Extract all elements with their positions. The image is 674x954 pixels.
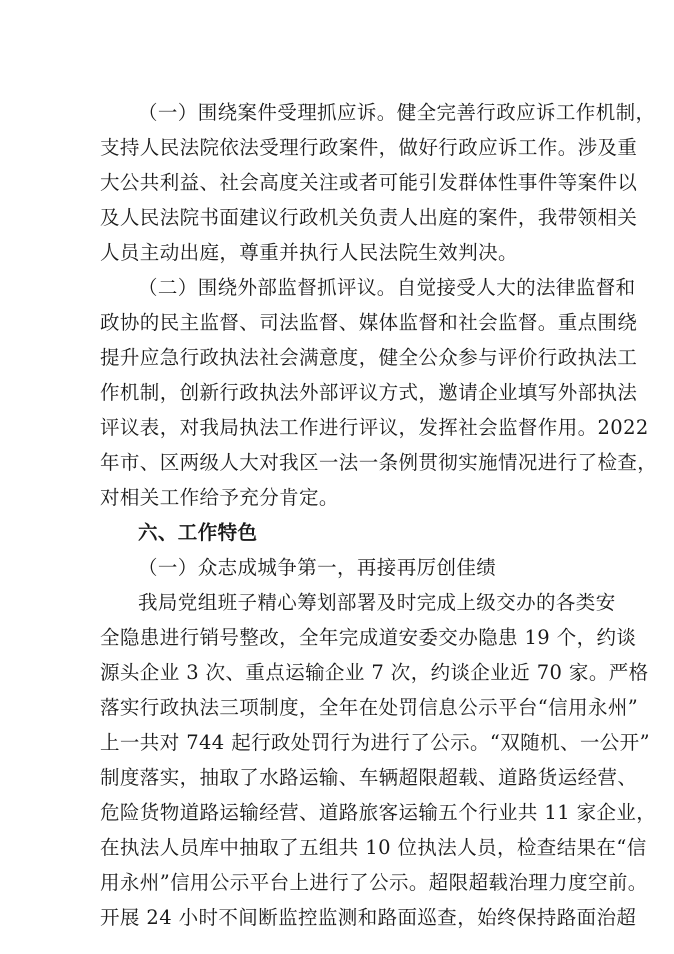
paragraph-line: 上一共对 744 起行政处罚行为进行了公示。“双随机、一公开” <box>100 731 650 754</box>
subsection-heading: （一）众志成城争第一，再接再厉创佳绩 <box>138 556 497 579</box>
paragraph-line: 开展 24 小时不间断监控监测和路面巡查，始终保持路面治超 <box>100 906 637 929</box>
paragraph-line: 提升应急行政执法社会满意度，健全公众参与评价行政执法工 <box>100 346 638 369</box>
paragraph-line: 全隐患进行销号整改，全年完成道安委交办隐患 19 个，约谈 <box>100 626 637 649</box>
paragraph-line: 落实行政执法三项制度，全年在处罚信息公示平台“信用永州” <box>100 696 639 719</box>
paragraph-line: 政协的民主监督、司法监督、媒体监督和社会监督。重点围绕 <box>100 311 638 334</box>
paragraph-line: 人员主动出庭，尊重并执行人民法院生效判决。 <box>100 241 518 264</box>
paragraph-line: 作机制，创新行政执法外部评议方式，邀请企业填写外部执法 <box>100 381 638 404</box>
paragraph-line: （二）围绕外部监督抓评议。自觉接受人大的法律监督和 <box>138 276 636 299</box>
paragraph-line: 我局党组班子精心筹划部署及时完成上级交办的各类安 <box>138 591 616 614</box>
paragraph-line: 制度落实，抽取了水路运输、车辆超限超载、道路货运经营、 <box>100 766 638 789</box>
paragraph-line: 及人民法院书面建议行政机关负责人出庭的案件，我带领相关 <box>100 206 638 229</box>
paragraph-line: 支持人民法院依法受理行政案件，做好行政应诉工作。涉及重 <box>100 136 638 159</box>
paragraph-line: 在执法人员库中抽取了五组共 10 位执法人员，检查结果在“信 <box>100 836 647 859</box>
section-heading: 六、工作特色 <box>138 521 258 544</box>
paragraph-line: 用永州”信用公示平台上进行了公示。超限超载治理力度空前。 <box>100 871 648 894</box>
paragraph-line: 大公共利益、社会高度关注或者可能引发群体性事件等案件以 <box>100 171 638 194</box>
paragraph-line: 评议表，对我局执法工作进行评议，发挥社会监督作用。2022 <box>100 416 649 439</box>
paragraph-line: 年市、区两级人大对我区一法一条例贯彻实施情况进行了检查， <box>100 451 658 474</box>
paragraph-line: （一）围绕案件受理抓应诉。健全完善行政应诉工作机制， <box>138 101 656 124</box>
paragraph-line: 对相关工作给予充分肯定。 <box>100 486 339 509</box>
paragraph-line: 源头企业 3 次、重点运输企业 7 次，约谈企业近 70 家。严格 <box>100 661 649 684</box>
paragraph-line: 危险货物道路运输经营、道路旅客运输五个行业共 11 家企业， <box>100 801 657 824</box>
